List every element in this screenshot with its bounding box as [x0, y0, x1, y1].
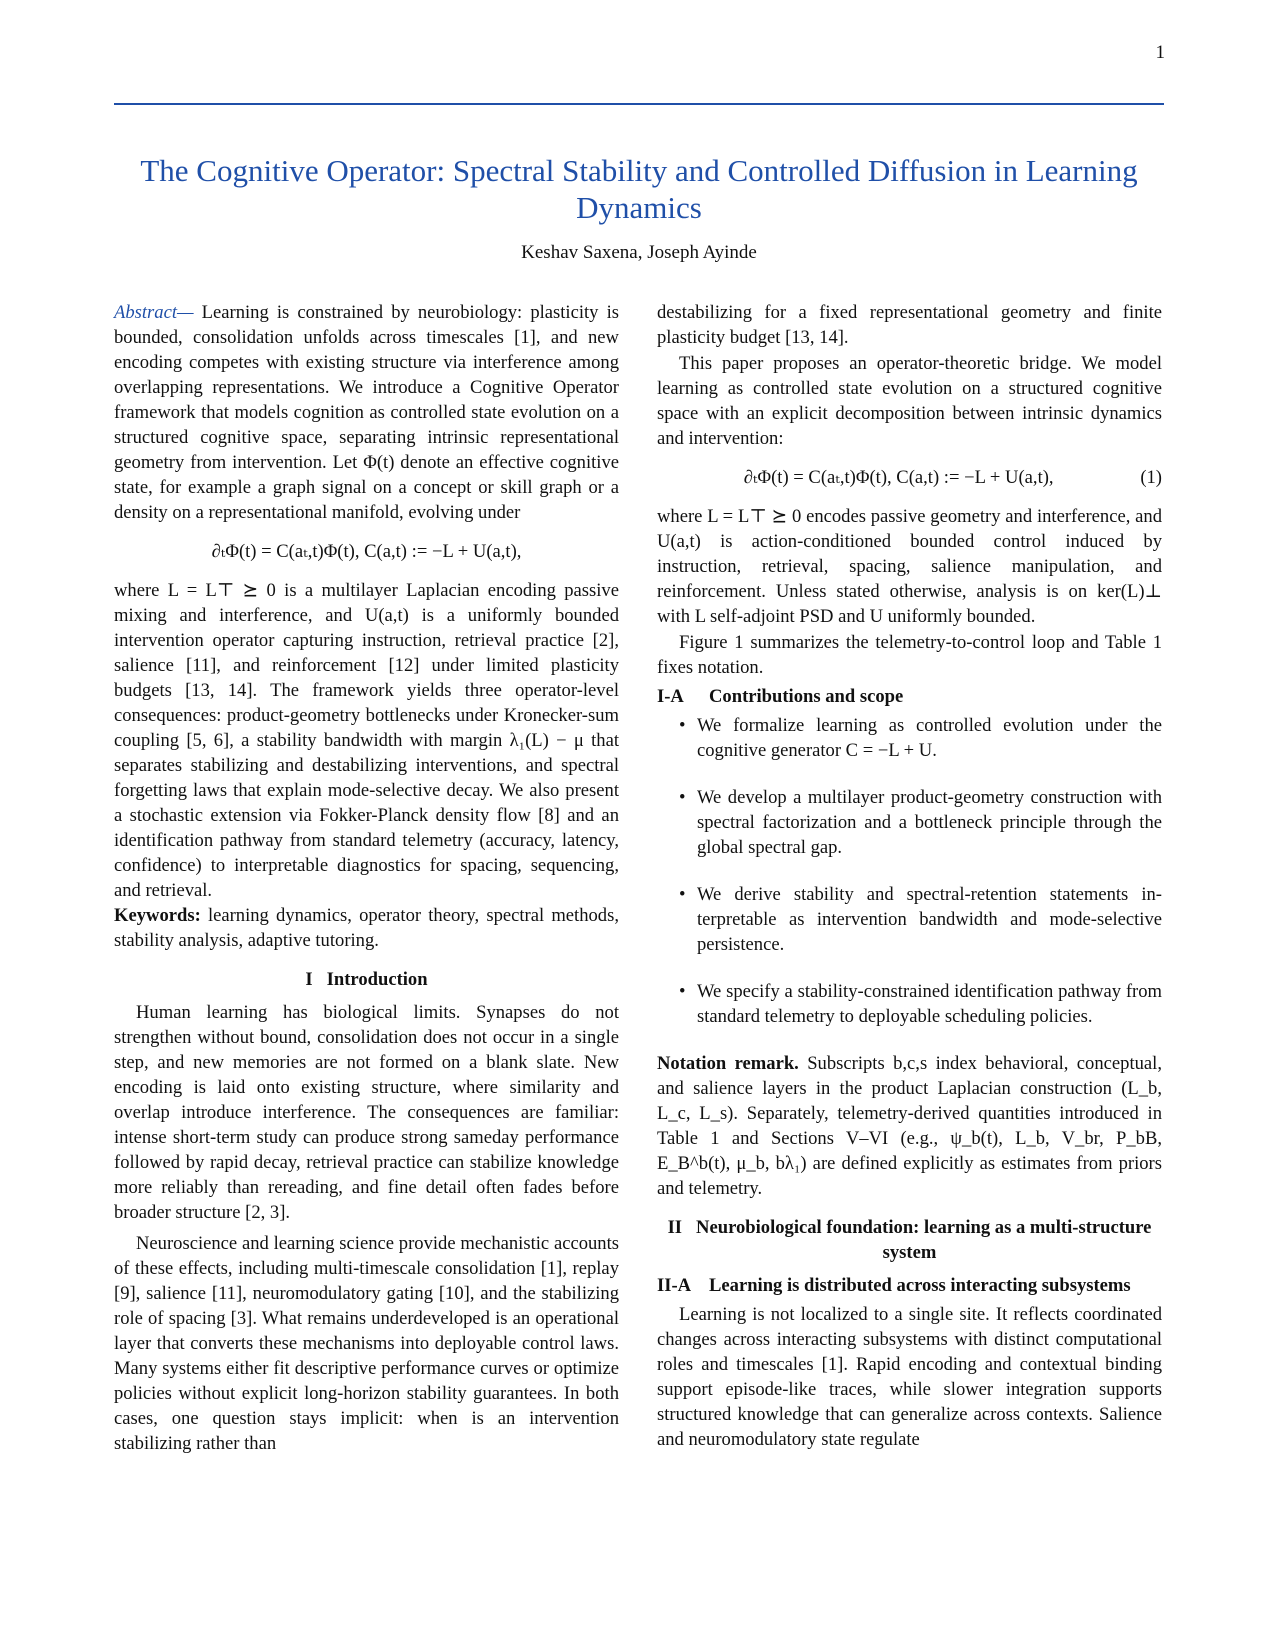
abstract-text-1: Learning is constrained by neurobiology: plasticity is bounded, consolidation unfolds across timescales [1], and new encoding competes with existing structure via interference among overlapping representations. We introduce a Cognitive Operator framework that models cognition as controlled state evolution on a structured cognitive space, separating intrinsic representational geometry from intervention. Let Φ(t) denote an effective cognitive state, for example a graph signal on a concept or skill graph or a density on a representational manifold, evolving under	[114, 302, 619, 523]
section-heading-introduction	[114, 967, 619, 992]
section-heading-neurobiological	[657, 1215, 1162, 1265]
intro-paragraph-5: where L = L⊤ ⪰ 0 encodes passive geometry and interference, and U(a,t) is action-conditioned bounded control induced by instruction, retrieval, spacing, salience manipulation, and reinforcement. Unless stated otherwise, analysis is on ker(L)⊥ with L self-adjoint PSD and U uniformly bounded.	[657, 506, 1162, 627]
equation-1-body: ∂ₜΦ(t) = C(aₜ,t)Φ(t), C(a,t) := −L + U(a,t),	[743, 467, 1054, 488]
abstract-equation: ∂ₜΦ(t) = C(aₜ,t)Φ(t), C(a,t) := −L + U(a,t),	[211, 541, 522, 562]
intro-paragraph-6: Figure 1 summarizes the telemetry-to-control loop and Table 1 fixes notation.	[657, 632, 1162, 678]
subsection-heading-distributed	[657, 1273, 1162, 1298]
list-item: • We derive stability and spectral-retention statements interpretable as intervention bandwidth and mode-selective persistence.	[657, 882, 1162, 957]
subsection-number: I-A	[657, 686, 684, 707]
equation-1-number: (1)	[1140, 467, 1162, 488]
list-item: • We develop a multilayer product-geometry construction with spectral factorization and a bottleneck principle through the global spectral gap.	[657, 785, 1162, 860]
list-item: • We specify a stability-constrained identification pathway from standard telemetry to deployable scheduling policies.	[657, 979, 1162, 1029]
intro-paragraph-3: destabilizing for a fixed representational geometry and finite plasticity budget [13, 14].	[657, 302, 1162, 348]
page-number: 1	[1155, 42, 1165, 63]
section-title: Neurobiological foundation: learning as a multi-structure system	[696, 1217, 1152, 1263]
section-number: II	[667, 1217, 683, 1238]
section-title: Introduction	[326, 969, 428, 990]
header-rule	[114, 103, 1164, 105]
paper-title: The Cognitive Operator: Spectral Stability and Controlled Diffusion in Learning Dynamics	[140, 153, 1138, 225]
keywords-text: learning dynamics, operator theory, spectral methods, stability analysis, adaptive tutoring.	[114, 905, 619, 951]
subsection-title: Learning is distributed across interacting subsystems	[709, 1275, 1131, 1296]
intro-paragraph-2: Neuroscience and learning science provide mechanistic accounts of these effects, including multi-timescale consolidation [1], replay [9], salience [11], neuromodulatory gating [10], and the stabilizing role of spacing [3]. What remains underdeveloped is an operational layer that converts these mechanisms into deployable control laws. Many systems either fit descriptive performance curves or optimize policies without explicit long-horizon stability guarantees. In both cases, one question stays implicit: when is an intervention stabilizing rather than	[114, 1233, 619, 1454]
contributions-list	[657, 713, 1162, 1029]
notation-remark-label: Notation remark.	[657, 1053, 799, 1074]
intro-paragraph-4: This paper proposes an operator-theoretic bridge. We model learning as controlled state evolution on a structured cognitive space with an explicit decomposition between intrinsic dynamics and intervention:	[657, 353, 1162, 449]
abstract-label: Abstract—	[114, 302, 194, 323]
subsection-heading-contributions	[657, 684, 1162, 709]
section-number: I	[305, 969, 313, 990]
keywords	[114, 903, 619, 953]
intro-paragraph-1: Human learning has biological limits. Synapses do not strengthen without bound, consolidation does not occur in a single step, and new memories are not formed on a blank slate. New encoding is laid onto existing structure, where similarity and overlap introduce interference. The consequences are familiar: intense short-term study can produce strong sameday performance followed by rapid decay, retrieval practice can stabilize knowledge more reliably than rereading, and fine detail often fades before broader structure [2, 3].	[114, 1002, 619, 1223]
subsection-title: Contributions and scope	[709, 686, 904, 707]
abstract-paragraph	[114, 300, 619, 525]
notation-remark-text: Subscripts b,c,s index behavioral, conceptual, and salience layers in the product Laplacian construction (L_b, L_c, L_s). Separately, telemetry-derived quantities introduced in Table 1 and Sections V–VI (e.g., ψ_b(t), L_b, V_br, P_bB, E_B^b(t), μ_b, bλ₁) are defined explicitly as estimates from priors and telemetry.	[657, 1053, 1162, 1199]
left-column	[114, 300, 619, 1456]
authors: Keshav Saxena, Joseph Ayinde	[521, 242, 757, 263]
abstract-text-2: where L = L⊤ ⪰ 0 is a multilayer Laplacian encoding passive mixing and interference, and U(a,t) is a uniformly bounded intervention operator capturing instruction, retrieval practice [2], salience [11], and reinforcement [12] under limited plasticity budgets [13, 14]. The framework yields three operator-level consequences: product-geometry bottlenecks under Kronecker-sum coupling [5, 6], a stability bandwidth with margin λ₁(L) − μ that separates stabilizing and destabilizing interventions, and spectral forgetting laws that explain mode-selective decay. We also present a stochastic extension via Fokker-Planck density flow [8] and an identification pathway from standard telemetry (accuracy, latency, confidence) to interpretable diagnostics for spacing, sequencing, and retrieval.	[114, 580, 619, 901]
right-column	[657, 300, 1162, 1452]
keywords-label: Keywords:	[114, 905, 201, 926]
list-item: • We formalize learning as controlled evolution under the cognitive generator C = −L + U.	[657, 713, 1162, 763]
section-2a-paragraph-1: Learning is not localized to a single site. It reflects coordinated changes across interacting subsystems with distinct computational roles and timescales [1]. Rapid encoding and contextual binding support episode-like traces, while slower integration supports structured knowledge that can generalize across contexts. Salience and neuromodulatory state regulate	[657, 1304, 1162, 1450]
equation-1	[657, 465, 1162, 490]
notation-remark	[657, 1051, 1162, 1201]
subsection-number: II-A	[657, 1275, 692, 1296]
